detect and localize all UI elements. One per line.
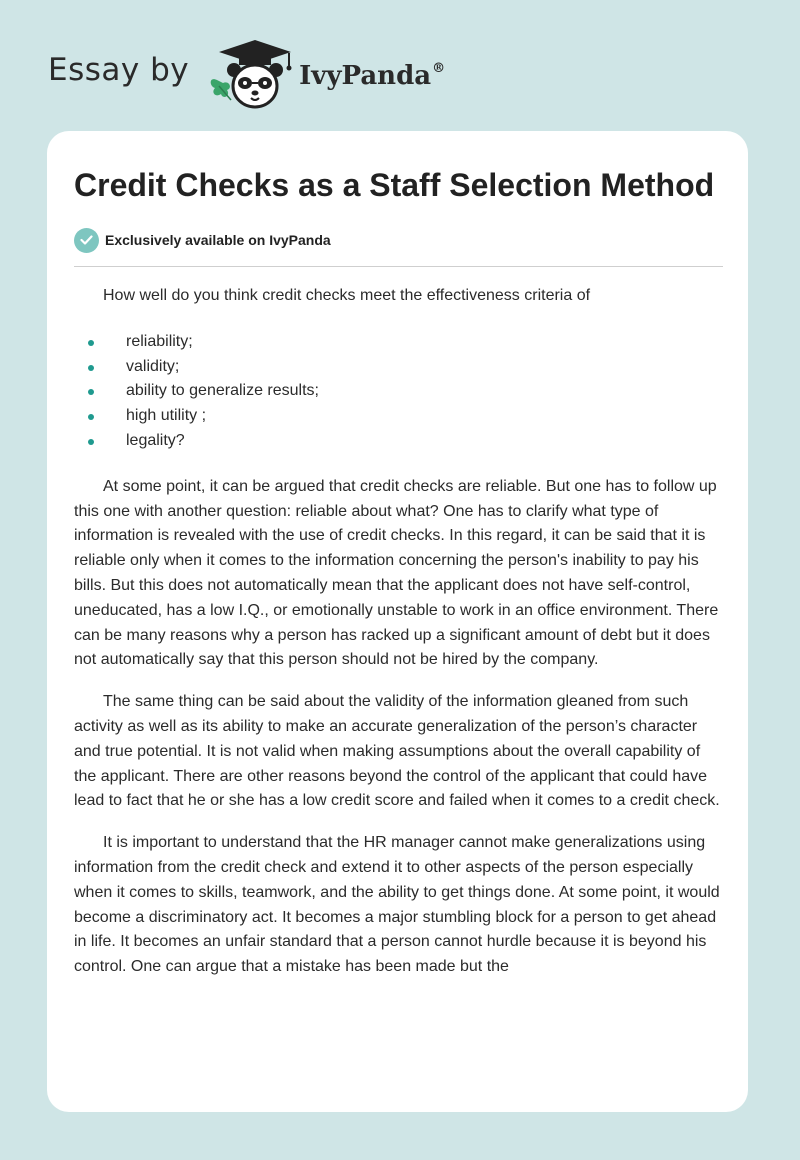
list-item-text: reliability; xyxy=(126,332,193,350)
bullet-icon xyxy=(88,365,94,371)
essay-content xyxy=(74,131,723,997)
panda-logo-icon[interactable] xyxy=(203,36,295,112)
page-title: Credit Checks as a Staff Selection Method xyxy=(74,167,715,203)
body-paragraph: At some point, it can be argued that credit checks are reliable. But one has to follow up this one with another question: reliable about what? One has to clarify what type of information is revealed with the use of credit checks. In this regard, it can be said that it is reliable only when it comes to the information concerning the person's inability to pay his bills. But this does not automatically mean that the applicant does not have self-control, uneducated, has a low I.Q., or emotionally unstable to work in an office environment. There can be many reasons why a person has racked up a significant amount of debt but it does not automatically say that this person should not be hired by the company. xyxy=(74,477,719,669)
list-item-text: ability to generalize results; xyxy=(126,382,319,400)
trademark-symbol: ® xyxy=(432,61,446,76)
list-item xyxy=(74,330,723,355)
brand-name-text: IvyPanda xyxy=(299,61,432,91)
body-paragraph: The same thing can be said about the validity of the information gleaned from such activity as well as its ability to make an accurate generalization of the person’s character and true potential. It is not valid when making assumptions about the overall capability of the applicant. There are other reasons beyond the control of the applicant that could have lead to fact that he or she has a low credit score and failed when it comes to a credit check. xyxy=(74,693,720,810)
list-item-text: legality? xyxy=(126,431,185,449)
criteria-list xyxy=(74,330,723,454)
essay-card xyxy=(47,131,748,1112)
check-icon xyxy=(74,228,99,253)
list-item xyxy=(74,379,723,404)
bullet-icon xyxy=(88,389,94,395)
list-item-text: high utility ; xyxy=(126,407,207,425)
essay-body xyxy=(74,284,723,980)
brand-header xyxy=(48,34,445,114)
bullet-icon xyxy=(88,439,94,445)
body-paragraph: It is important to understand that the HR manager cannot make generalizations using information from the credit check and extend it to other aspects of the person especially when it comes to skills, teamwork, and the ability to get things done. At some point, it would become a discriminatory act. It becomes a major stumbling block for a person to get ahead in life. It becomes an unfair standard that a person cannot hurdle because it is beyond his control. One can argue that a mistake has been made but the xyxy=(74,834,720,976)
list-item xyxy=(74,429,723,454)
list-item-text: validity; xyxy=(126,357,180,375)
list-item xyxy=(74,355,723,380)
bullet-icon xyxy=(88,340,94,346)
divider xyxy=(74,266,723,267)
intro-paragraph: How well do you think credit checks meet the effectiveness criteria of xyxy=(103,287,591,304)
bullet-icon xyxy=(88,414,94,420)
exclusive-label: Exclusively available on IvyPanda xyxy=(105,232,331,248)
exclusive-badge xyxy=(74,226,723,254)
ivy-leaf-icon xyxy=(211,79,231,100)
list-item xyxy=(74,404,723,429)
brand-prefix: Essay by xyxy=(48,52,190,88)
brand-name xyxy=(299,61,445,91)
